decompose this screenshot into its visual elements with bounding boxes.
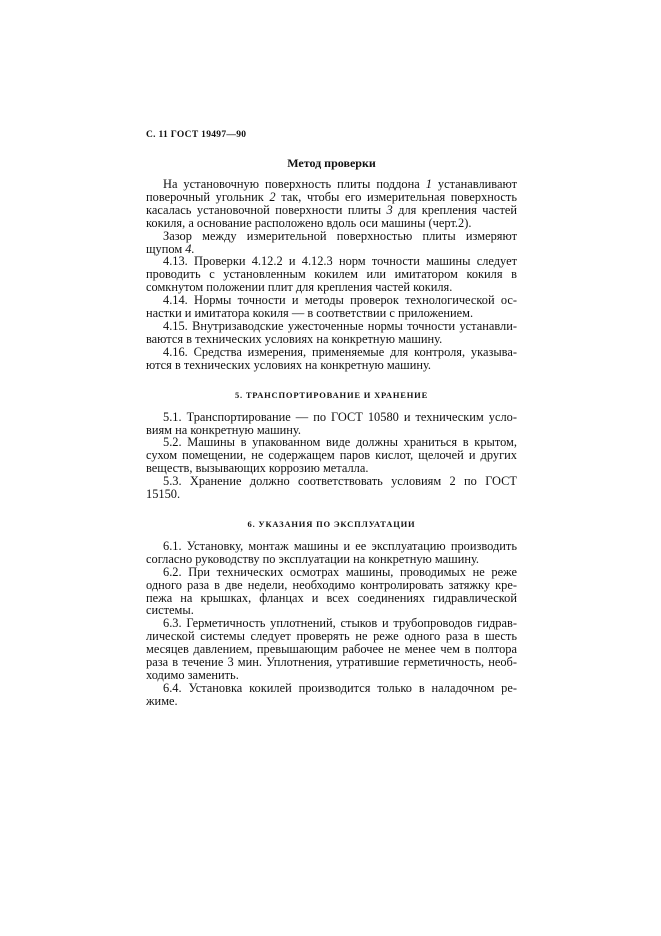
transport-title: 5. ТРАНСПОРТИРОВАНИЕ И ХРАНЕНИЕ bbox=[234, 389, 429, 400]
clause-6-1: 6.1. Установку, монтаж машины и ее эксплуатацию производить согласно руководству по эксплуатации на конкретную машину. bbox=[146, 538, 517, 566]
operation-section bbox=[146, 519, 517, 708]
method-section bbox=[146, 156, 517, 372]
clause-6-4: 6.4. Установка кокилей производится только в наладочном режиме. bbox=[146, 680, 517, 708]
clause-4-13: 4.13. Проверки 4.12.2 и 4.12.3 норм точности машины следует проводить с установленным кокилем или имитатором кокиля в сомкнутом положении плит для крепления частей кокиля. bbox=[146, 254, 517, 295]
running-head: С. 11 ГОСТ 19497—90 bbox=[146, 130, 247, 140]
clause-4-16: 4.16. Средства измерения, применяемые для контроля, указываются в технических условиях на конкретную машину. bbox=[146, 344, 517, 372]
method-paragraph-2: Зазор между измерительной поверхностью плиты измеряют щупом 4. bbox=[146, 228, 517, 256]
operation-title: 6. УКАЗАНИЯ ПО ЭКСПЛУАТАЦИИ bbox=[247, 518, 416, 529]
clause-5-2: 5.2. Машины в упакованном виде должны храниться в крытом, сухом помещении, не содержащем паров кислот, щелочей и других веществ, вызывающих коррозию металла. bbox=[146, 435, 517, 476]
transport-section bbox=[146, 390, 517, 501]
clause-5-1: 5.1. Транспортирование — по ГОСТ 10580 и техническим условиям на конкретную машину. bbox=[146, 409, 517, 437]
clause-6-2: 6.2. При технических осмотрах машины, проводимых не реже одного раза в две недели, необходимо контролировать затяжку крепежа на крышках, фланцах и всех соединениях гидравлической системы. bbox=[146, 564, 517, 618]
clause-4-15: 4.15. Внутризаводские ужесточенные нормы точности устанавливаются в технических условиях на конкретную машину. bbox=[146, 318, 517, 346]
document-page bbox=[146, 130, 517, 726]
clause-5-3: 5.3. Хранение должно соответствовать условиям 2 по ГОСТ 15150. bbox=[146, 474, 517, 502]
clause-4-14: 4.14. Нормы точности и методы проверок технологической оснастки и имитатора кокиля — в соответствии с приложением. bbox=[146, 293, 517, 321]
clause-6-3: 6.3. Герметичность уплотнений, стыков и трубопроводов гидравлической системы следует проверять не реже одного раза в шесть месяцев давлением, превышающим рабочее не менее чем в полтора раза в течение 3 мин. Уплотнения, утратившие герметичность, необходимо заменить. bbox=[146, 616, 517, 682]
method-paragraph-1: На установочную поверхность плиты поддона 1 устанавливают поверочный угольник 2 так, чтобы его измерительная поверхность касалась установочной поверхности плиты 3 для крепления частей кокиля, а основание расположено вдоль оси машины (черт.2). bbox=[146, 177, 517, 230]
method-title: Метод проверки bbox=[287, 156, 376, 170]
